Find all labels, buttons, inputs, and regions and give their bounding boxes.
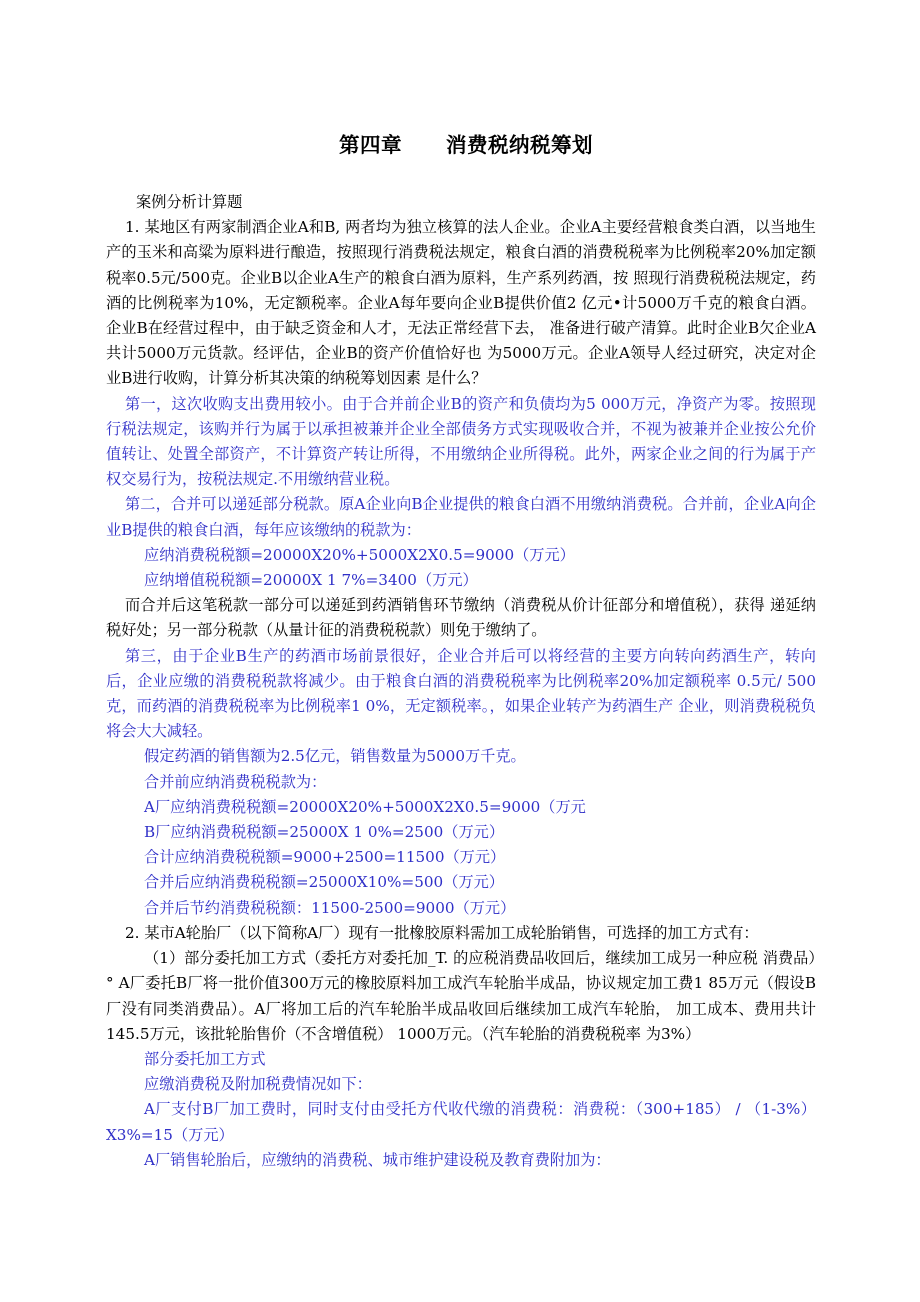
page-title (106, 0, 816, 158)
formula-plant-b: B厂应纳消费税税额=25000X 1 0%=2500（万元） (144, 823, 505, 842)
section-label: 案例分析计算题 (136, 193, 243, 211)
question-2-calculation-one: A厂支付B厂加工费时，同时支付由受托方代收代缴的消费税：消费税：（300+185） / （1-3%） X3%=15（万元） (106, 1100, 816, 1144)
title-chapter-prefix: 第四章 (339, 133, 402, 157)
question-1-before-merger-label: 合并前应纳消费税税款为： (144, 772, 327, 791)
question-2-calculation-two: A厂销售轮胎后，应缴纳的消费税、城市维护建设税及教育费附加为： (144, 1150, 611, 1169)
document-content (106, 0, 816, 1173)
question-2-option-one: （1）部分委托加工方式（委托方对委托加_T. 的应税消费品收回后，继续加工成另一种应税 消费品）° A厂委托B厂将一批价值300万元的橡胶原料加工成汽车轮胎半成品，协议规定加工费1 85万元（假设B厂没有同类消费品）。A厂将加工后的汽车轮胎半成品收回后继续加工成汽车轮胎， 加工成本、费用共计145.5万元，该批轮胎售价（不含增值税） 1000万元。（汽车轮胎的消费税税率 为3%） (106, 949, 816, 1043)
formula-consumption-tax-1: 应纳消费税税额=20000X20%+5000X2X0.5=9000（万元） (144, 545, 575, 564)
formula-plant-a: A厂应纳消费税税额=20000X20%+5000X2X0.5=9000（万元 (144, 797, 586, 816)
question-2-method-label: 部分委托加工方式 (144, 1049, 266, 1068)
question-1-assumption: 假定药酒的销售额为2.5亿元，销售数量为5000万千克。 (144, 747, 526, 766)
title-chapter-main: 消费税纳税筹划 (446, 133, 593, 157)
question-1-deferral-note: 而合并后这笔税款一部分可以递延到药酒销售环节缴纳（消费税从价计征部分和增值税），获得 递延纳税好处；另一部分税款（从量计征的消费税税款）则免于缴纳了。 (106, 596, 816, 640)
question-1-point-three: 第三，由于企业B生产的药酒市场前景很好，企业合并后可以将经营的主要方向转向药酒生产，转向后，企业应缴的消费税税款将减少。由于粮食白酒的消费税税率为比例税率20%加定额税率 0.5元/ 500克，而药酒的消费税税率为比例税率1 0%，无定额税率。，如果企业转产为药酒生产 企业，则消费税税负将会大大减轻。 (106, 646, 816, 741)
question-2-situation-label: 应缴消费税及附加税费情况如下： (144, 1075, 372, 1094)
formula-total: 合计应纳消费税税额=9000+2500=11500（万元） (144, 848, 506, 867)
question-1-point-two: 第二，合并可以递延部分税款。原A企业向B企业提供的粮食白酒不用缴纳消费税。合并前，企业A向企业B提供的粮食白酒，每年应该缴纳的税款为： (106, 495, 816, 539)
question-1-point-one: 第一，这次收购支出费用较小。由于合并前企业B的资产和负债均为5 000万元，净资产为零。按照现行税法规定，该购并行为属于以承担被兼并企业全部债务方式实现吸收合并，不视为被兼并企业按公允价值转让、处置全部资产，不计算资产转让所得，不用缴纳企业所得税。此外，两家企业之间的行为属于产权交易行为，按税法规定.不用缴纳营业税。 (106, 394, 816, 489)
title-spacing (106, 158, 816, 190)
formula-vat-1: 应纳增值税税额=20000X 1 7%=3400（万元） (144, 571, 478, 590)
formula-savings: 合并后节约消费税税额：11500-2500=9000（万元） (144, 898, 516, 917)
question-2-stem: 2. 某市A轮胎厂（以下简称A厂）现有一批橡胶原料需加工成轮胎销售，可选择的加工方式有： (125, 923, 759, 942)
question-1-stem: 1. 某地区有两家制酒企业A和B, 两者均为独立核算的法人企业。企业A主要经营粮食类白酒，以当地生产的玉米和高粱为原料进行酿造，按照现行消费税法规定，粮食白酒的消费税税率为比例税率20%加定额税率0.5元/500克。企业B以企业A生产的粮食白酒为原料，生产系列药酒，按 照现行消费税税法规定，药酒的比例税率为10%，无定额税率。企业A每年要向企业B提供价值2 亿元•计5000万千克的粮食白酒。企业B在经营过程中，由于缺乏资金和人才，无法正常经营下去， 准备进行破产清算。此时企业B欠企业A共计5000万元货款。经评估，企业B的资产价值恰好也 为5000万元。企业A领导人经过研究，决定对企业B进行收购，计算分析其决策的纳税筹划因素 是什么？ (106, 218, 816, 388)
formula-after-merger: 合并后应纳消费税税额=25000X10%=500（万元） (144, 873, 504, 892)
